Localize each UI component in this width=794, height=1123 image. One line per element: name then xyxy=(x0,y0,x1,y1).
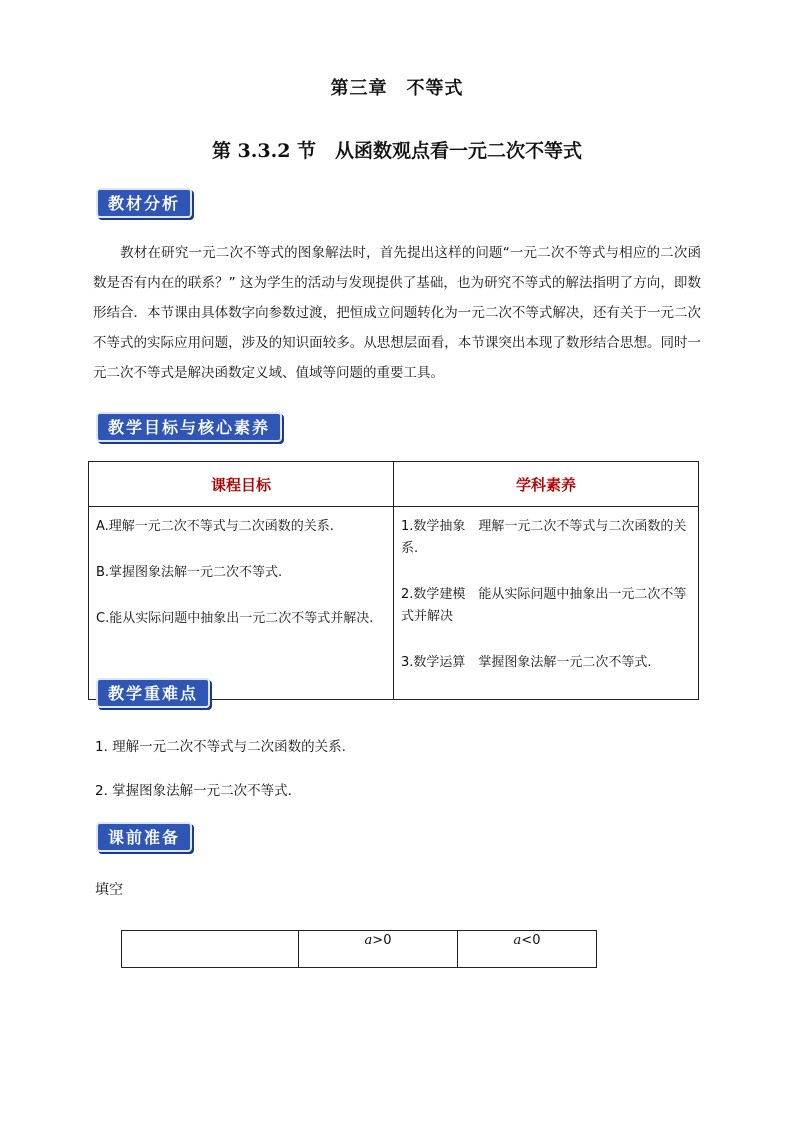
section-title: 第 3.3.2 节 从函数观点看一元二次不等式 xyxy=(211,140,583,162)
cond-positive: >0 xyxy=(372,933,392,948)
difficulty-item-2: 2. 掌握图象法解一元二次不等式. xyxy=(95,783,292,799)
goals-header-row xyxy=(89,462,699,507)
difficulty-item-1: 1. 理解一元二次不等式与二次函数的关系. xyxy=(95,739,346,755)
var-a: a xyxy=(364,933,373,948)
chapter-title: 第三章 不等式 xyxy=(330,78,464,99)
goals-col1-cell xyxy=(89,507,394,700)
prep-badge: 课前准备 xyxy=(96,822,192,852)
fill-table xyxy=(121,930,597,968)
goals-col1-header: 课程目标 xyxy=(89,462,394,507)
analysis-paragraph xyxy=(93,238,701,388)
course-goal-b: B.掌握图象法解一元二次不等式. xyxy=(96,565,283,580)
goals-col2-header: 学科素养 xyxy=(394,462,699,507)
fill-header-row xyxy=(122,931,597,968)
var-a: a xyxy=(513,933,522,948)
difficulties-badge: 教学重难点 xyxy=(96,678,210,708)
literacy-1: 1.数学抽象 理解一元二次不等式与二次函数的关系. xyxy=(401,519,687,556)
fill-col-a-positive xyxy=(299,931,458,968)
fill-empty-cell xyxy=(122,931,299,968)
fill-col-a-negative xyxy=(458,931,597,968)
literacy-3: 3.数学运算 掌握图象法解一元二次不等式. xyxy=(401,655,652,670)
goals-col2-cell xyxy=(394,507,699,700)
course-goal-a: A.理解一元二次不等式与二次函数的关系. xyxy=(96,519,334,534)
course-goal-c: C.能从实际问题中抽象出一元二次不等式并解决. xyxy=(96,611,374,626)
analysis-badge: 教材分析 xyxy=(96,188,192,218)
goals-body-row xyxy=(89,507,699,700)
fill-label: 填空 xyxy=(95,882,123,898)
cond-negative: <0 xyxy=(521,933,541,948)
goals-table xyxy=(88,461,699,700)
literacy-2: 2.数学建模 能从实际问题中抽象出一元二次不等式并解决 xyxy=(401,587,687,624)
goals-badge: 教学目标与核心素养 xyxy=(96,412,282,442)
analysis-text: 教材在研究一元二次不等式的图象解法时，首先提出这样的问题“一元二次不等式与相应的二次函数是否有内在的联系？” 这为学生的活动与发现提供了基础，也为研究不等式的解法指明了方向，即数形结合．本节课由具体数字向参数过渡，把恒成立问题转化为一元二次不等式解决，还有关于一元二次不等式的实际应用问题，涉及的知识面较多。从思想层面看，本节课突出本现了数形结合思想。同时一元二次不等式是解决函数定义域、值域等问题的重要工具。 xyxy=(93,245,701,381)
